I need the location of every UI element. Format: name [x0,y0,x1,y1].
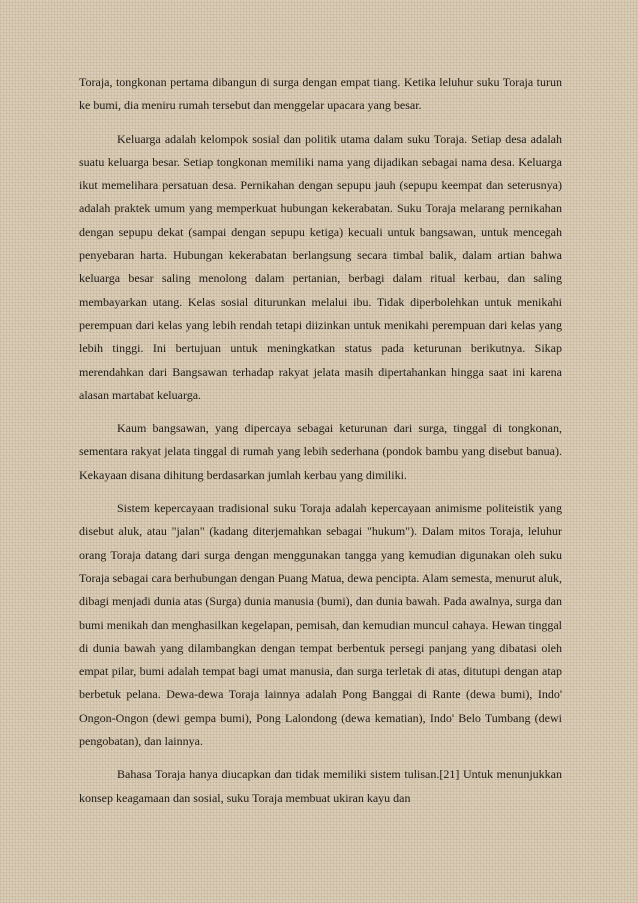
paragraph-4: Sistem kepercayaan tradisional suku Toraja adalah kepercayaan animisme politeistik yang disebut aluk, atau "jalan" (kadang diterjemahkan sebagai "hukum"). Dalam mitos Toraja, leluhur orang Toraja datang dari surga dengan menggunakan tangga yang kemudian digunakan oleh suku Toraja sebagai cara berhubungan dengan Puang Matua, dewa pencipta. Alam semesta, menurut aluk, dibagi menjadi dunia atas (Surga) dunia manusia (bumi), dan dunia bawah. Pada awalnya, surga dan bumi menikah dan menghasilkan kegelapan, pemisah, dan kemudian muncul cahaya. Hewan tinggal di dunia bawah yang dilambangkan dengan tempat berbentuk persegi panjang yang dibatasi oleh empat pilar, bumi adalah tempat bagi umat manusia, dan surga terletak di atas, ditutupi dengan atap berbetuk pelana. Dewa-dewa Toraja lainnya adalah Pong Banggai di Rante (dewa bumi), Indo' Ongon-Ongon (dewi gempa bumi), Pong Lalondong (dewa kematian), Indo' Belo Tumbang (dewi pengobatan), dan lainnya. [79,501,562,749]
paragraph-5: Bahasa Toraja hanya diucapkan dan tidak memiliki sistem tulisan.[21] Untuk menunjukkan konsep keagamaan dan sosial, suku Toraja membuat ukiran kayu dan [79,767,562,805]
paragraph-3: Kaum bangsawan, yang dipercaya sebagai keturunan dari surga, tinggal di tongkonan, sementara rakyat jelata tinggal di rumah yang lebih sederhana (pondok bambu yang disebut banua). Kekayaan disana dihitung berdasarkan jumlah kerbau yang dimiliki. [79,421,562,482]
paragraph-1: Toraja, tongkonan pertama dibangun di surga dengan empat tiang. Ketika leluhur suku Toraja turun ke bumi, dia meniru rumah tersebut dan menggelar upacara yang besar. [79,75,562,113]
document-page [79,71,562,820]
paragraph-2: Keluarga adalah kelompok sosial dan politik utama dalam suku Toraja. Setiap desa adalah suatu keluarga besar. Setiap tongkonan memiliki nama yang dijadikan sebagai nama desa. Keluarga ikut memelihara persatuan desa. Pernikahan dengan sepupu jauh (sepupu keempat dan seterusnya) adalah praktek umum yang memperkuat hubungan kekerabatan. Suku Toraja melarang pernikahan dengan sepupu dekat (sampai dengan sepupu ketiga) kecuali untuk bangsawan, untuk mencegah penyebaran harta. Hubungan kekerabatan berlangsung secara timbal balik, dalam artian bahwa keluarga besar saling menolong dalam pertanian, berbagi dalam ritual kerbau, dan saling membayarkan utang. Kelas sosial diturunkan melalui ibu. Tidak diperbolehkan untuk menikahi perempuan dari kelas yang lebih rendah tetapi diizinkan untuk menikahi perempuan dari kelas yang lebih tinggi. Ini bertujuan untuk meningkatkan status pada keturunan berikutnya. Sikap merendahkan dari Bangsawan terhadap rakyat jelata masih dipertahankan hingga saat ini karena alasan martabat keluarga. [79,131,562,402]
